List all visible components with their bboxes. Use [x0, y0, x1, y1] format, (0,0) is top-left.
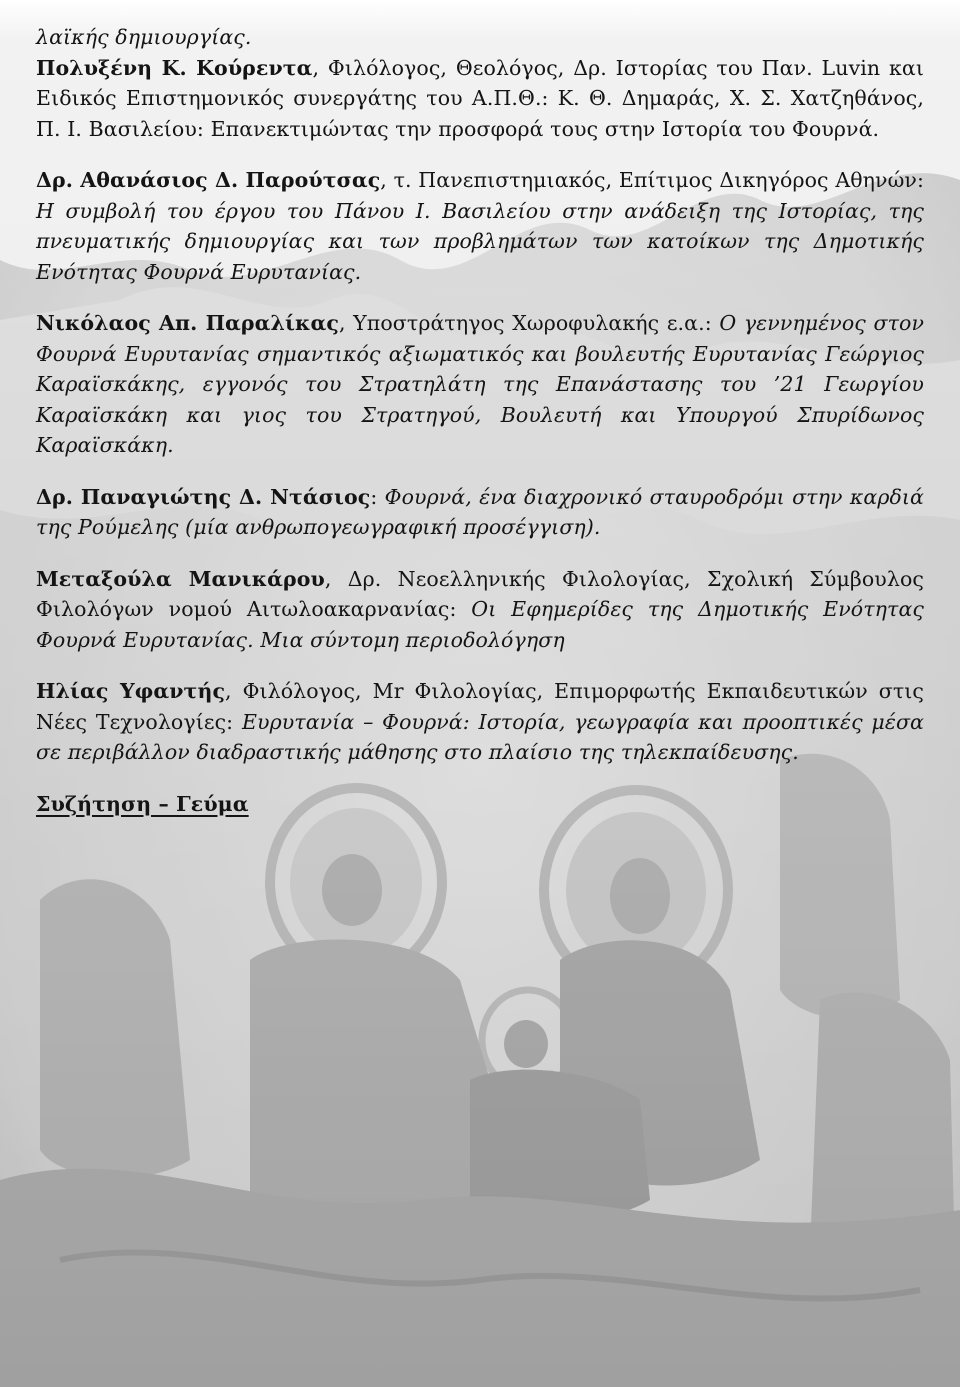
talk-title: Ευρυτανία – Φουρνά: Ιστορία, γεωγραφία και προοπτικές μέσα σε περιβάλλον διαδραστικής μάθησης στο πλαίσιο της τηλεκπαίδευσης.	[36, 709, 924, 764]
speaker-name: Ηλίας Υφαντής	[36, 679, 226, 703]
talk-title: Η συμβολή του έργου του Πάνου Ι. Βασιλείου στην ανάδειξη της Ιστορίας, της πνευματικής δημιουργίας και των προβλημάτων των κατοίκων της Δημοτικής Ενότητας Φουρνά Ευρυτανίας.	[36, 198, 924, 284]
speaker-role: , Φιλόλογος, Θεολόγος, Δρ. Ιστορίας του Παν. Luvin και Ειδικός Επιστημονικός συνεργάτης του Α.Π.Θ.: Κ. Θ. Δημαράς, Χ. Σ. Χατζηθάνος, Π. Ι. Βασιλείου:	[36, 55, 924, 141]
programme-text	[36, 22, 924, 840]
speaker-entry	[36, 53, 924, 145]
speaker-entry	[36, 676, 924, 768]
talk-title: Οι Εφημερίδες της Δημοτικής Ενότητας Φουρνά Ευρυτανίας. Μια σύντομη περιοδολόγηση	[36, 597, 924, 652]
speaker-entry	[36, 308, 924, 461]
talk-title: Φουρνά, ένα διαχρονικό σταυροδρόμι στην καρδιά της Ρούμελης (μία ανθρωπογεωγραφική προσέγγιση).	[36, 484, 924, 539]
talk-title: Επανεκτιμώντας την προσφορά τους στην Ιστορία του Φουρνά.	[210, 116, 880, 141]
speaker-name: Πολυξένη Κ. Κούρεντα	[36, 55, 313, 80]
speaker-role: , τ. Πανεπιστημιακός, Επίτιμος Δικηγόρος Αθηνών:	[380, 168, 924, 192]
speaker-entry	[36, 564, 924, 656]
continuation-line	[36, 22, 924, 53]
speaker-entry	[36, 165, 924, 287]
continuation-text: λαϊκής δημιουργίας.	[36, 25, 252, 49]
speaker-role: , Φιλόλογος, Mr Φιλολογίας, Επιμορφωτής Εκπαιδευτικών στις Νέες Τεχνολογίες:	[36, 679, 924, 734]
speaker-name: Νικόλαος Απ. Παραλίκας	[36, 311, 339, 335]
speaker-name: Δρ. Αθανάσιος Δ. Παρούτσας	[36, 168, 381, 192]
speaker-role: :	[370, 484, 385, 509]
discussion-lunch-heading: Συζήτηση – Γεύμα	[36, 791, 249, 816]
talk-title: Ο γεννημένος στον Φουρνά Ευρυτανίας σημαντικός αξιωματικός και βουλευτής Ευρυτανίας Γεώργιος Καραϊσκάκης, εγγονός του Στρατηλάτη της Επανάστασης του ’21 Γεωργίου Καραϊσκάκη και γιος του Στρατηγού, Βουλευτή και Υπουργού Σπυρίδωνος Καραϊσκάκη.	[36, 311, 925, 457]
speaker-entry	[36, 482, 924, 543]
speaker-role: , Δρ. Νεοελληνικής Φιλολογίας, Σχολική Σύμβουλος Φιλολόγων νομού Αιτωλοακαρνανίας:	[36, 566, 924, 621]
speaker-role: , Υποστράτηγος Χωροφυλακής ε.α.:	[338, 311, 720, 335]
closing-line	[36, 789, 924, 820]
speaker-name: Δρ. Παναγιώτης Δ. Ντάσιος	[36, 484, 371, 509]
speaker-name: Μεταξούλα Μανικάρου	[36, 566, 325, 591]
